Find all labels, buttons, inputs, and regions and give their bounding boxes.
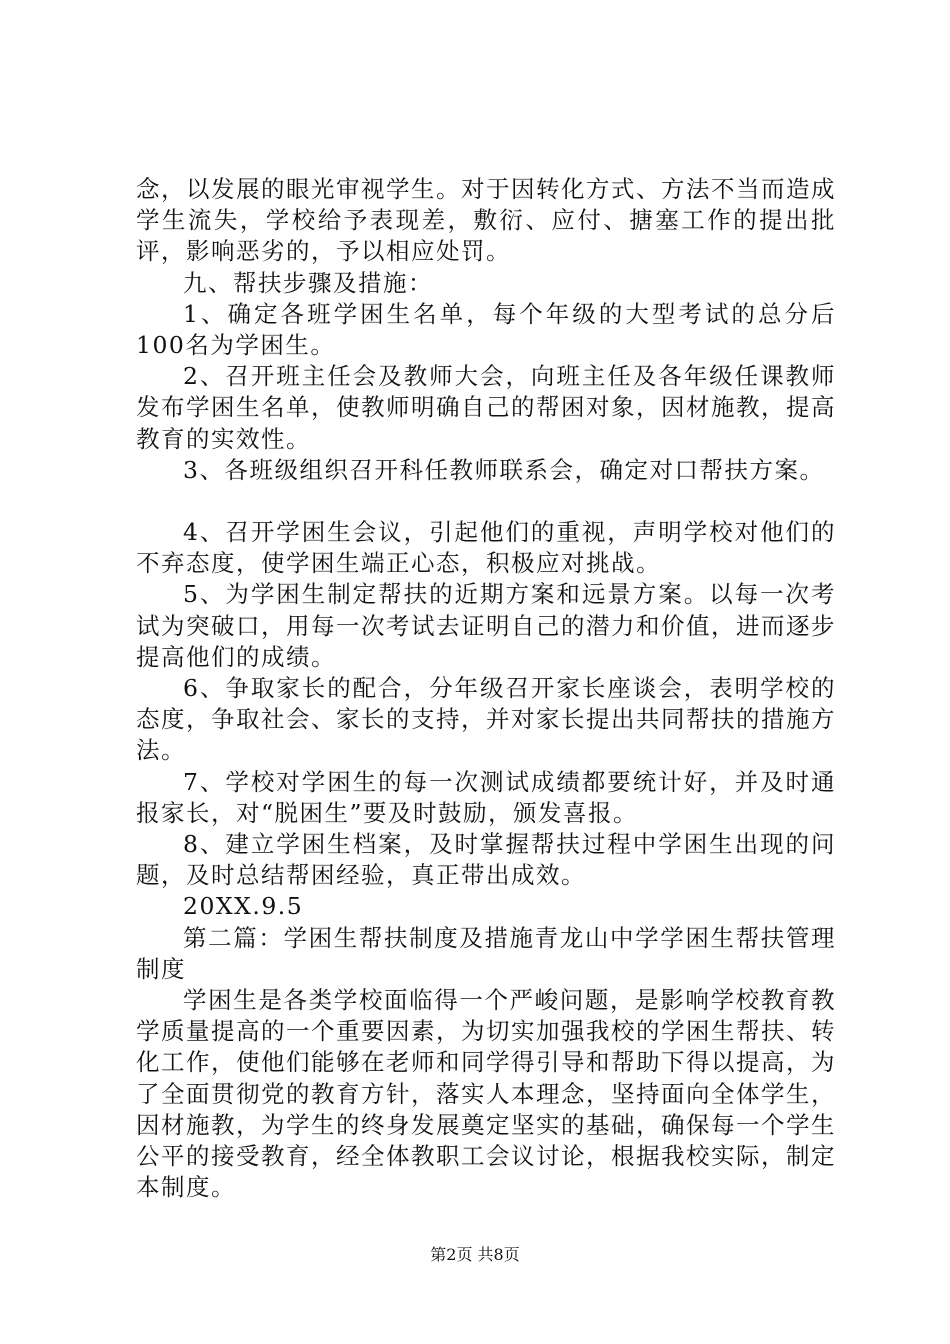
page-footer: 第2页 共8页 <box>430 1245 520 1264</box>
date-line: 20XX.9.5 <box>183 892 304 921</box>
list-item-2: 2、召开班主任会及教师大会，向班主任及各年级任课教师发布学困生名单，使教师明确自己的帮困对象，因材施教，提高教育的实效性。 <box>136 362 836 453</box>
list-item-3: 3、各班级组织召开科任教师联系会，确定对口帮扶方案。 <box>183 455 825 484</box>
list-item-7: 7、学校对学困生的每一次测试成绩都要统计好，并及时通报家长，对“脱困生”要及时鼓励，颁发喜报。 <box>136 767 836 827</box>
list-item-1: 1、确定各班学困生名单，每个年级的大型考试的总分后100名为学困生。 <box>136 299 836 360</box>
list-item-5: 5、为学困生制定帮扶的近期方案和远景方案。以每一次考试为突破口，用每一次考试去证明自己的潜力和价值，进而逐步提高他们的成绩。 <box>136 580 836 671</box>
chapter-title: 第二篇：学困生帮扶制度及措施青龙山中学学困生帮扶管理制度 <box>136 923 836 983</box>
intro-paragraph: 学困生是各类学校面临得一个严峻问题，是影响学校教育教学质量提高的一个重要因素，为切实加强我校的学困生帮扶、转化工作，使他们能够在老师和同学得引导和帮助下得以提高，为了全面贯彻党的教育方针，落实人本理念，坚持面向全体学生，因材施教，为学生的终身发展奠定坚实的基础，确保每一个学生公平的接受教育，经全体教职工会议讨论，根据我校实际，制定本制度。 <box>136 986 836 1202</box>
list-item-6: 6、争取家长的配合，分年级召开家长座谈会，表明学校的态度，争取社会、家长的支持，并对家长提出共同帮扶的措施方法。 <box>136 674 836 765</box>
section-heading-nine: 九、帮扶步骤及措施： <box>183 268 433 297</box>
document-body <box>136 174 836 1204</box>
list-item-4: 4、召开学困生会议，引起他们的重视，声明学校对他们的不弃态度，使学困生端正心态，积极应对挑战。 <box>136 518 836 578</box>
list-item-8: 8、建立学困生档案，及时掌握帮扶过程中学困生出现的问题，及时总结帮困经验，真正带出成效。 <box>136 830 836 890</box>
paragraph-continuation: 念，以发展的眼光审视学生。对于因转化方式、方法不当而造成学生流失，学校给予表现差，敷衍、应付、搪塞工作的提出批评，影响恶劣的，予以相应处罚。 <box>136 175 836 266</box>
